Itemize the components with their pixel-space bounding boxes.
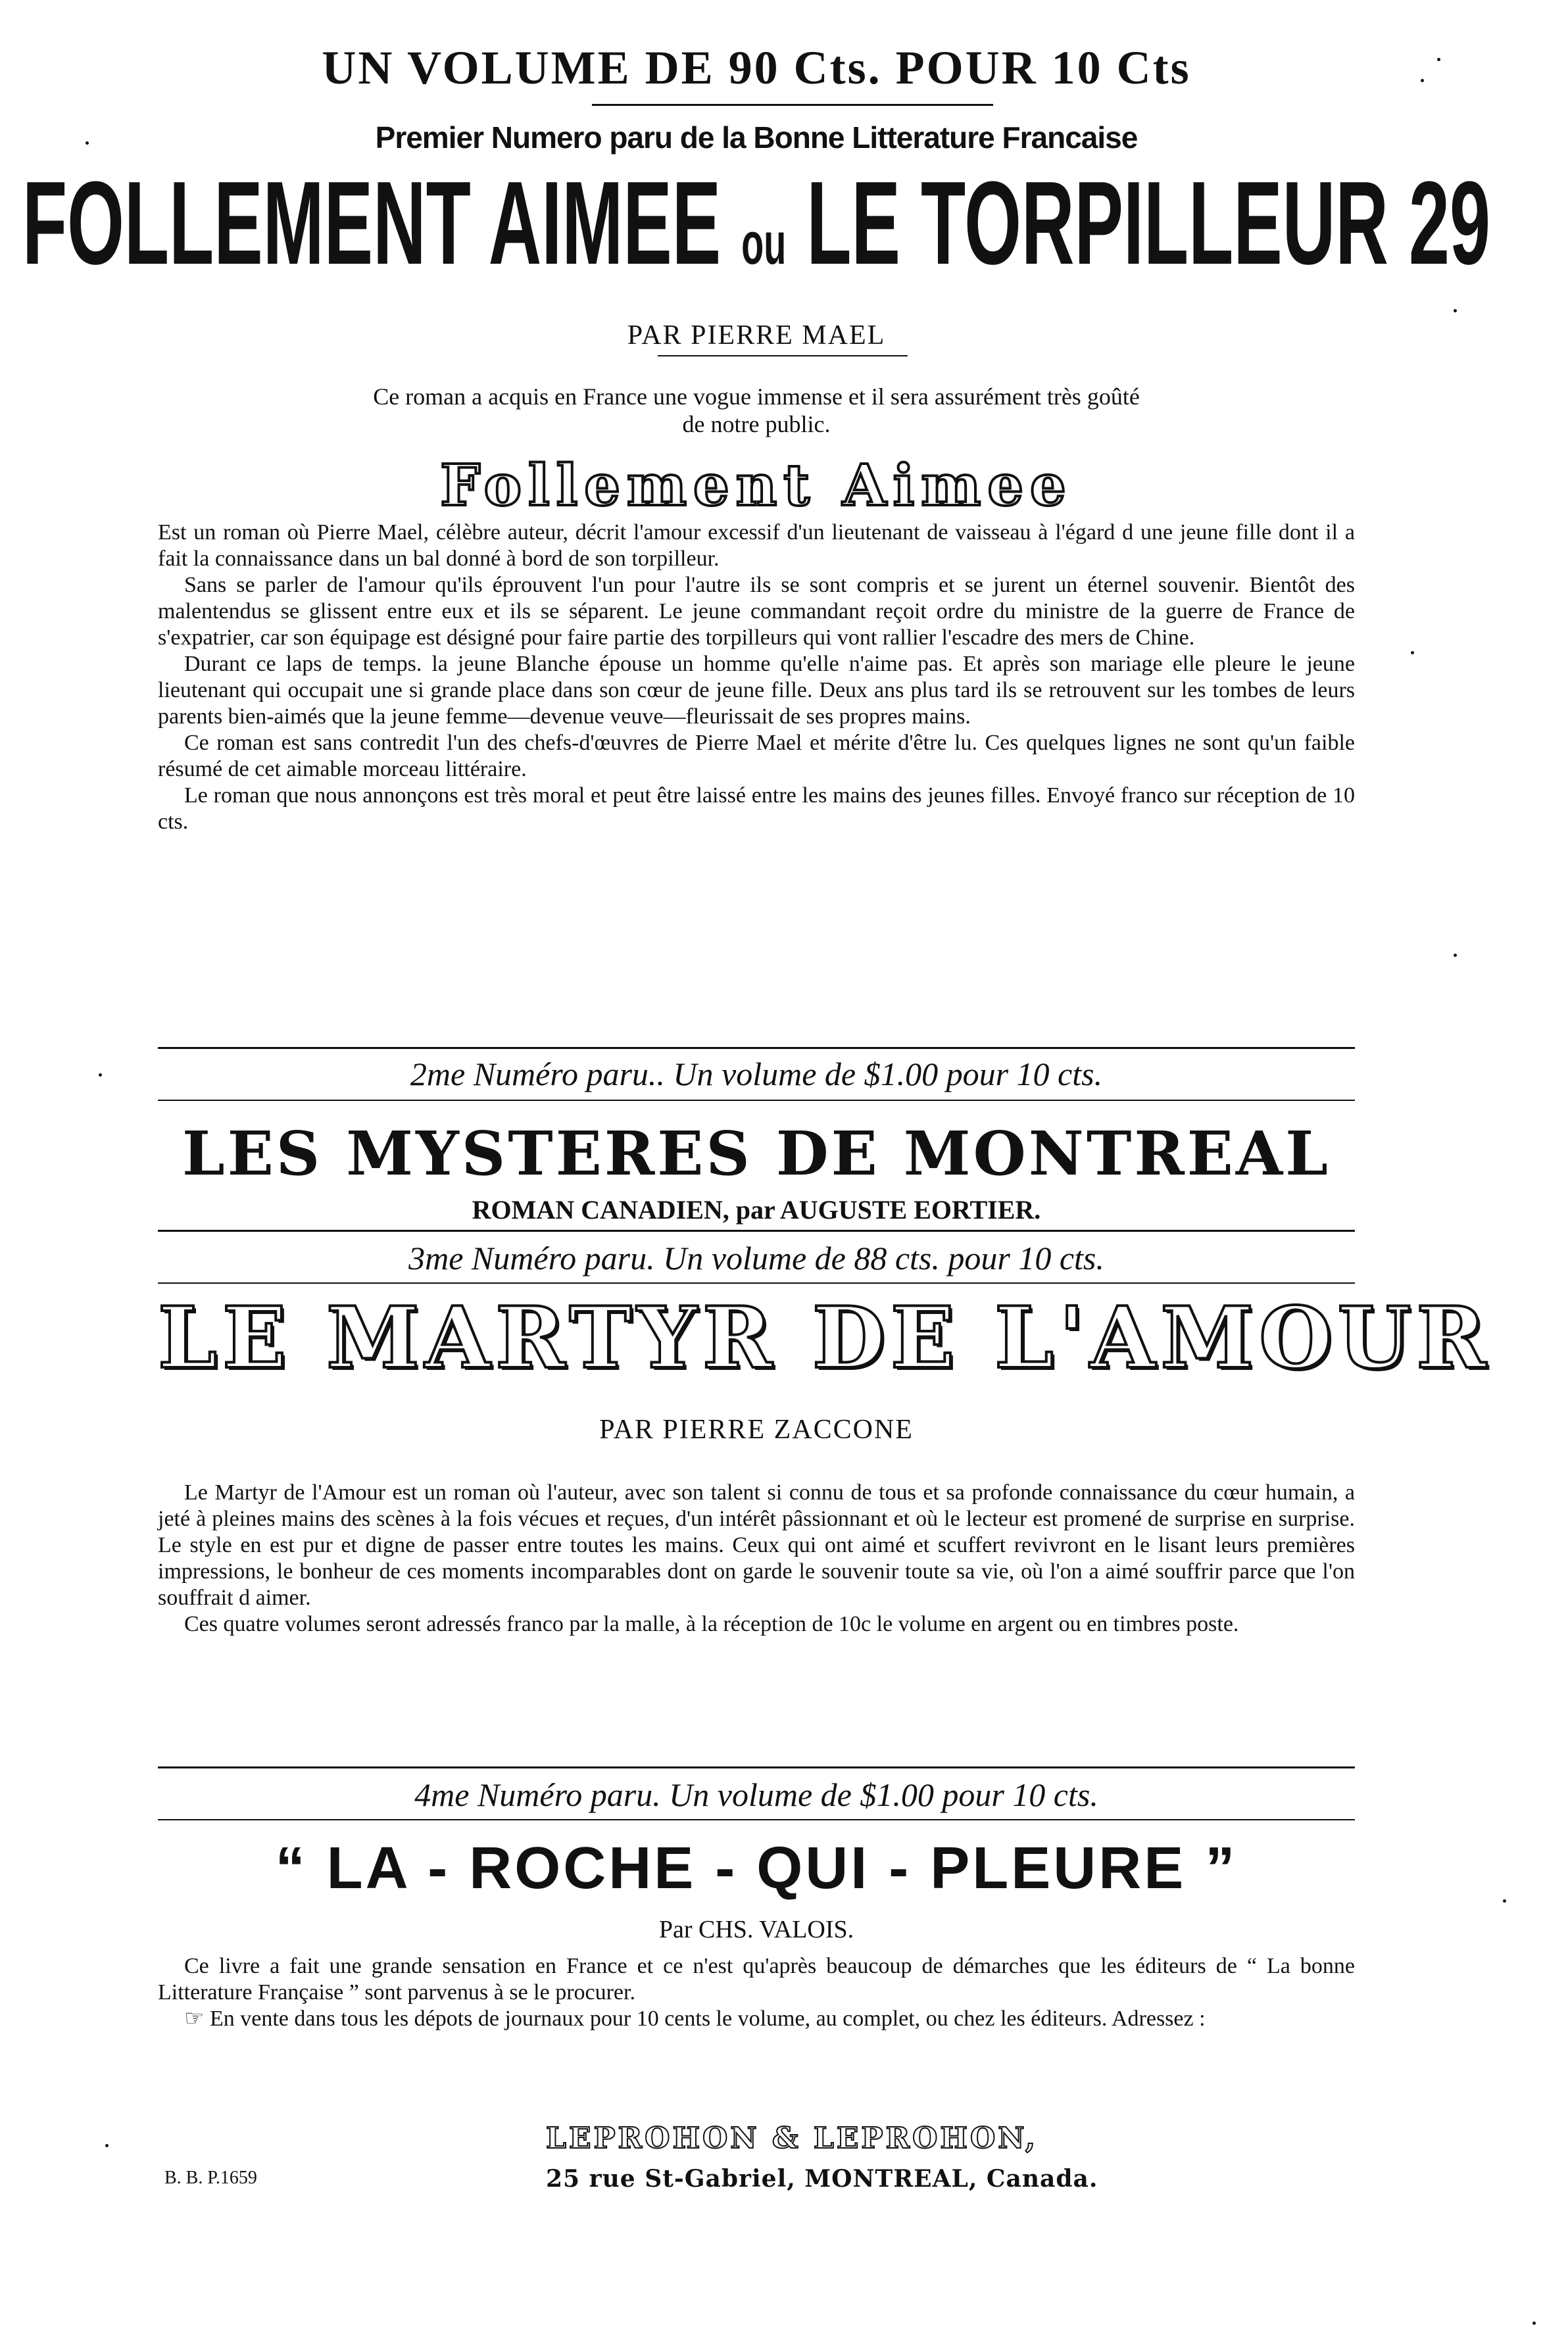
byline-valois: Par CHS. VALOIS. — [658, 1916, 854, 1943]
publisher-address: 25 rue St-Gabriel, MONTREAL, Canada. — [546, 2165, 1098, 2193]
divider — [658, 355, 908, 356]
divider — [592, 104, 993, 106]
pointing-hand-icon: ☞ — [184, 2007, 205, 2031]
paragraph: Durant ce laps de temps. la jeune Blanche épouse un homme qu'elle n'aime pas. Et après son mariage elle pleure le jeune lieutenant qui occupait une si grande place dans son cœur de jeune fille. Deux ans plus tard ils se retrouvent sur les tombes de leurs parents bien-aimés que la jeune femme—devenue veuve—fleurissait de ses propres mains. — [158, 652, 1355, 729]
price-headline: UN VOLUME DE 90 Cts. POUR 10 Cts — [322, 41, 1191, 94]
byline-zaccone: PAR PIERRE ZACCONE — [599, 1415, 914, 1445]
intro-line1: Ce roman a acquis en France une vogue immense et il sera assurément très goûté — [373, 383, 1140, 410]
divider — [158, 1766, 1355, 1768]
ink-speck — [1437, 58, 1440, 61]
ink-speck — [99, 1073, 102, 1077]
divider — [158, 1047, 1355, 1049]
issue3-line: 3me Numéro paru. Un volume de 88 cts. pour 10 cts. — [408, 1240, 1104, 1277]
roche-description — [158, 1953, 1355, 2032]
byline-mael: PAR PIERRE MAEL — [627, 320, 886, 351]
paragraph: Ces quatre volumes seront adressés franco par la malle, à la réception de 10c le volume en argent ou en timbres poste. — [184, 1612, 1239, 1636]
martyr-description — [158, 1480, 1355, 1638]
title-part2: LE TORPILLEUR 29 — [806, 157, 1491, 289]
mysteres-title: LES MYSTERES DE MONTREAL — [182, 1118, 1331, 1189]
roche-title: “ LA - ROCHE - QUI - PLEURE ” — [275, 1836, 1238, 1901]
paragraph: Sans se parler de l'amour qu'ils éprouvent l'un pour l'autre ils se sont compris et se jurent un éternel souvenir. Bientôt des malentendus se glissent entre eux et ils se séparent. Le jeune commandant reçoit ordre du ministre de la guerre de France de s'expatrier, car son équipage est désigné pour faire partie des torpilleurs qui vont rallier l'escadre des mers de Chine. — [158, 573, 1355, 650]
divider — [158, 1230, 1355, 1232]
paragraph: Le roman que nous annonçons est très moral et peut être laissé entre les mains des jeunes filles. Envoyé franco sur réception de 10 cts. — [158, 783, 1355, 834]
ink-speck — [1454, 309, 1457, 312]
paragraph: Est un roman où Pierre Mael, célèbre auteur, décrit l'amour excessif d'un lieutenant de vaisseau à l'égard d une jeune fille dont il a fait la connaissance dans un bal donné à bord de son torpilleur. — [158, 520, 1355, 571]
ink-speck — [105, 2144, 109, 2147]
title-ou: ou — [741, 211, 787, 277]
divider — [158, 1819, 1355, 1820]
ink-speck — [1454, 954, 1457, 957]
follement-heading: Follement Aimee — [440, 452, 1073, 519]
follement-description — [158, 520, 1355, 835]
print-code: B. B. P.1659 — [164, 2168, 257, 2188]
paragraph: Le Martyr de l'Amour est un roman où l'auteur, avec son talent si connu de tous et sa profonde connaissance du cœur humain, a jeté à pleines mains des scènes à la fois vécues et reçues, d'un intérêt pâssionnant et où le lecteur est promené de surprise en surprise. Le style en est pur et digne de passer entre toutes les mains. Ceux qui ont aimé et scuffert revivront en le lisant leurs premières impressions, le bonheur de ces moments incomparables dont on garde le souvenir toute sa vie, où l'on a aimé souffrir parce que l'on souffrait d aimer. — [158, 1480, 1355, 1610]
paragraph: Ce roman est sans contredit l'un des chefs-d'œuvres de Pierre Mael et mérite d'être lu. Ces quelques lignes ne sont qu'un faible résumé de cet aimable morceau littéraire. — [158, 731, 1355, 781]
series-subhead: Premier Numero paru de la Bonne Litterature Francaise — [375, 120, 1138, 155]
title-part1: FOLLEMENT AIMEE — [22, 157, 722, 289]
ink-speck — [1532, 2322, 1536, 2325]
divider — [158, 1100, 1355, 1101]
paragraph: Ce livre a fait une grande sensation en France et ce n'est qu'après beaucoup de démarches que les éditeurs de “ La bonne Litterature Française ” sont parvenus à se le procurer. — [158, 1954, 1355, 2005]
issue2-line: 2me Numéro paru.. Un volume de $1.00 pour 10 cts. — [410, 1056, 1103, 1092]
main-title — [22, 157, 1491, 299]
ink-speck — [1503, 1899, 1506, 1903]
ink-speck — [1421, 79, 1424, 82]
mysteres-subtitle: ROMAN CANADIEN, par AUGUSTE EORTIER. — [472, 1195, 1041, 1225]
martyr-title: LE MARTYR DE L'AMOUR — [158, 1289, 1492, 1388]
divider — [158, 1282, 1355, 1284]
intro-line2: de notre public. — [682, 411, 831, 437]
ink-speck — [86, 141, 89, 145]
paragraph: En vente dans tous les dépots de journaux pour 10 cents le volume, au complet, ou chez les éditeurs. Adressez : — [209, 2007, 1206, 2031]
ink-speck — [1411, 651, 1414, 654]
issue4-line: 4me Numéro paru. Un volume de $1.00 pour 10 cts. — [414, 1776, 1098, 1813]
publisher-name: LEPROHON & LEPROHON, — [546, 2122, 1039, 2155]
